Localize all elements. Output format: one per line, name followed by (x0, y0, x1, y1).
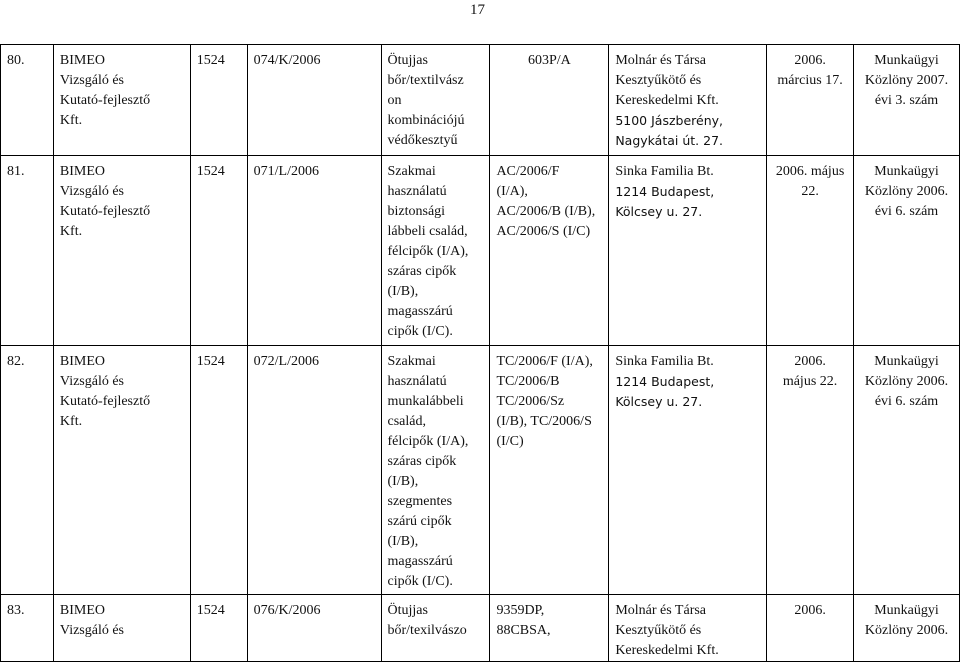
table-row (1, 156, 960, 346)
table-row (1, 595, 960, 662)
issue-date: 2006. május 22. (767, 346, 854, 595)
organization: BIMEO Vizsgáló és Kutató-fejlesztő Kft. (53, 346, 190, 595)
issue-date: 2006. május 22. (767, 156, 854, 346)
certification-table (0, 44, 960, 662)
certificate-ref: 076/K/2006 (247, 595, 381, 662)
product-description: Ötujjas bőr/texilvászo (381, 595, 490, 662)
issue-date: 2006. március 17. (767, 45, 854, 156)
manufacturer: Sinka Familia Bt. 1214 Budapest, Kölcsey u. 27. (609, 156, 767, 346)
issue-date: 2006. (767, 595, 854, 662)
standard-type: 9359DP, 88CBSA, (490, 595, 609, 662)
manufacturer: Sinka Familia Bt. 1214 Budapest, Kölcsey u. 27. (609, 346, 767, 595)
organization: BIMEO Vizsgáló és Kutató-fejlesztő Kft. (53, 156, 190, 346)
manufacturer-address: 1214 Budapest, Kölcsey u. 27. (615, 374, 715, 409)
row-number: 82. (1, 346, 54, 595)
page-number: 17 (470, 2, 485, 18)
manufacturer: Molnár és Társa Kesztyűkötő és Kereskedelmi Kft. 5100 Jászberény, Nagykátai út. 27. (609, 45, 767, 156)
product-description: Szakmai használatú munkalábbeli család, félcipők (I/A), száras cipők (I/B), szegmentes szárú cipők (I/B), magasszárú cipők (I/C). (381, 346, 490, 595)
publication: Munkaügyi Közlöny 2006. (854, 595, 960, 662)
manufacturer: Molnár és Társa Kesztyűkötő és Kereskedelmi Kft. (609, 595, 767, 662)
publication: Munkaügyi Közlöny 2006. évi 6. szám (854, 156, 960, 346)
product-description: Szakmai használatú biztonsági lábbeli család, félcipők (I/A), száras cipők (I/B), magasszárú cipők (I/C). (381, 156, 490, 346)
standard-type: 603P/A (490, 45, 609, 156)
body-code: 1524 (190, 595, 247, 662)
standard-type: AC/2006/F (I/A), AC/2006/B (I/B), AC/2006/S (I/C) (490, 156, 609, 346)
publication: Munkaügyi Közlöny 2007. évi 3. szám (854, 45, 960, 156)
organization: BIMEO Vizsgáló és Kutató-fejlesztő Kft. (53, 45, 190, 156)
certificate-ref: 071/L/2006 (247, 156, 381, 346)
organization: BIMEO Vizsgáló és (53, 595, 190, 662)
body-code: 1524 (190, 156, 247, 346)
certificate-ref: 072/L/2006 (247, 346, 381, 595)
standard-type: TC/2006/F (I/A), TC/2006/B TC/2006/Sz (I/B), TC/2006/S (I/C) (490, 346, 609, 595)
publication: Munkaügyi Közlöny 2006. évi 6. szám (854, 346, 960, 595)
body-code: 1524 (190, 45, 247, 156)
row-number: 80. (1, 45, 54, 156)
manufacturer-address: 1214 Budapest, Kölcsey u. 27. (615, 184, 715, 219)
manufacturer-address: 5100 Jászberény, Nagykátai út. 27. (615, 113, 723, 148)
row-number: 81. (1, 156, 54, 346)
certificate-ref: 074/K/2006 (247, 45, 381, 156)
table-row (1, 346, 960, 595)
row-number: 83. (1, 595, 54, 662)
product-description: Ötujjas bőr/textilvász on kombinációjú védőkesztyű (381, 45, 490, 156)
body-code: 1524 (190, 346, 247, 595)
table-row (1, 45, 960, 156)
